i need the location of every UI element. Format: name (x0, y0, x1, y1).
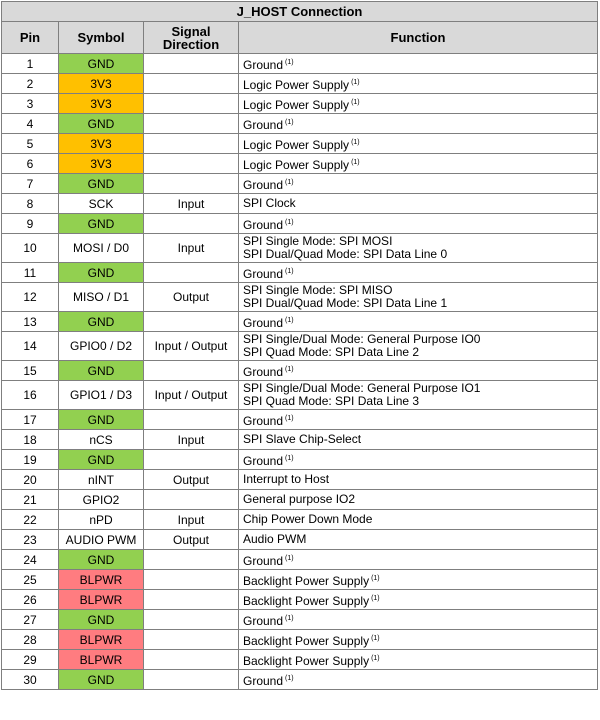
pin-number: 18 (2, 430, 59, 450)
function-line (243, 513, 597, 526)
footnote-marker: (1) (285, 554, 294, 562)
pin-number: 19 (2, 450, 59, 470)
header-direction-line2: Direction (162, 36, 220, 52)
function-text: Ground (243, 177, 284, 192)
footnote-marker: (1) (285, 614, 294, 622)
function-text: Logic Power Supply (243, 157, 350, 172)
footnote-marker: (1) (351, 138, 360, 146)
function-text: Logic Power Supply (243, 77, 350, 92)
signal-direction (144, 114, 239, 134)
pin-symbol: BLPWR (59, 590, 144, 610)
table-row (2, 214, 598, 234)
header-row (2, 22, 598, 54)
table-row (2, 630, 598, 650)
function-line (243, 346, 597, 359)
pin-number: 5 (2, 134, 59, 154)
pin-function (239, 194, 598, 214)
signal-direction: Output (144, 470, 239, 490)
function-text: Chip Power Down Mode (243, 512, 373, 526)
function-text: Ground (243, 364, 284, 379)
signal-direction (144, 410, 239, 430)
function-text: Ground (243, 217, 284, 232)
pin-number: 8 (2, 194, 59, 214)
function-line (243, 452, 597, 468)
pin-number: 2 (2, 74, 59, 94)
signal-direction (144, 154, 239, 174)
pin-number: 1 (2, 54, 59, 74)
pin-symbol: 3V3 (59, 134, 144, 154)
signal-direction: Input (144, 430, 239, 450)
signal-direction (144, 74, 239, 94)
function-line (243, 395, 597, 408)
function-line (243, 572, 597, 588)
signal-direction: Input (144, 234, 239, 263)
function-text: Backlight Power Supply (243, 573, 370, 588)
pin-number: 29 (2, 650, 59, 670)
pin-function (239, 670, 598, 690)
signal-direction (144, 263, 239, 283)
function-text: Logic Power Supply (243, 137, 350, 152)
pin-symbol: AUDIO PWM (59, 530, 144, 550)
pin-function (239, 154, 598, 174)
function-line (243, 96, 597, 112)
footnote-marker: (1) (285, 267, 294, 275)
pin-number: 20 (2, 470, 59, 490)
function-line (243, 652, 597, 668)
pin-number: 6 (2, 154, 59, 174)
header-function: Function (239, 22, 598, 54)
pin-number: 30 (2, 670, 59, 690)
pin-number: 22 (2, 510, 59, 530)
signal-direction: Input (144, 510, 239, 530)
pin-function (239, 381, 598, 410)
pin-symbol: nPD (59, 510, 144, 530)
pin-function (239, 610, 598, 630)
footnote-marker: (1) (285, 674, 294, 682)
table-row (2, 361, 598, 381)
function-line (243, 76, 597, 92)
function-text: SPI Single Mode: SPI MOSI (243, 234, 393, 248)
pin-number: 9 (2, 214, 59, 234)
table-row (2, 450, 598, 470)
footnote-marker: (1) (371, 654, 380, 662)
footnote-marker: (1) (371, 634, 380, 642)
signal-direction (144, 214, 239, 234)
function-text: SPI Slave Chip-Select (243, 432, 362, 446)
table-row (2, 510, 598, 530)
pin-function (239, 332, 598, 361)
table-row (2, 610, 598, 630)
pin-symbol: GPIO1 / D3 (59, 381, 144, 410)
pin-symbol: 3V3 (59, 94, 144, 114)
pin-function (239, 283, 598, 312)
footnote-marker: (1) (285, 316, 294, 324)
table-row (2, 490, 598, 510)
function-line (243, 672, 597, 688)
table-body (2, 54, 598, 690)
pin-number: 12 (2, 283, 59, 312)
function-line (243, 216, 597, 232)
signal-direction (144, 450, 239, 470)
table-row (2, 530, 598, 550)
function-text: Backlight Power Supply (243, 653, 370, 668)
pin-function (239, 361, 598, 381)
function-line (243, 116, 597, 132)
pin-function (239, 530, 598, 550)
pin-function (239, 74, 598, 94)
pin-number: 24 (2, 550, 59, 570)
table-row (2, 332, 598, 361)
function-text: Ground (243, 266, 284, 281)
pin-function (239, 234, 598, 263)
pin-function (239, 54, 598, 74)
function-line (243, 265, 597, 281)
signal-direction (144, 550, 239, 570)
header-direction-line1: Signal (171, 23, 211, 39)
function-text: Backlight Power Supply (243, 593, 370, 608)
signal-direction (144, 590, 239, 610)
function-line (243, 197, 597, 210)
pin-symbol: GND (59, 114, 144, 134)
pin-symbol: GPIO0 / D2 (59, 332, 144, 361)
pin-function (239, 94, 598, 114)
table-row (2, 234, 598, 263)
footnote-marker: (1) (285, 454, 294, 462)
pin-symbol: nCS (59, 430, 144, 450)
pin-number: 10 (2, 234, 59, 263)
table-row (2, 590, 598, 610)
pin-number: 11 (2, 263, 59, 283)
pin-symbol: GND (59, 410, 144, 430)
pin-symbol: GND (59, 670, 144, 690)
pin-number: 21 (2, 490, 59, 510)
pin-number: 4 (2, 114, 59, 134)
function-text: General purpose IO2 (243, 492, 356, 506)
pin-number: 26 (2, 590, 59, 610)
signal-direction (144, 650, 239, 670)
pin-function (239, 470, 598, 490)
function-text: Ground (243, 117, 284, 132)
function-text: Ground (243, 673, 284, 688)
signal-direction (144, 570, 239, 590)
function-text: SPI Single Mode: SPI MISO (243, 283, 393, 297)
function-line (243, 297, 597, 310)
footnote-marker: (1) (285, 218, 294, 226)
pin-number: 28 (2, 630, 59, 650)
signal-direction (144, 94, 239, 114)
table-row (2, 312, 598, 332)
table-row (2, 410, 598, 430)
pin-function (239, 590, 598, 610)
table-row (2, 263, 598, 283)
table-row (2, 550, 598, 570)
pin-symbol: GND (59, 312, 144, 332)
pin-function (239, 410, 598, 430)
function-text: SPI Clock (243, 196, 296, 210)
table-row (2, 174, 598, 194)
pin-symbol: GND (59, 174, 144, 194)
pin-symbol: GND (59, 550, 144, 570)
table-row (2, 134, 598, 154)
function-line (243, 632, 597, 648)
footnote-marker: (1) (285, 414, 294, 422)
function-line (243, 412, 597, 428)
pin-symbol: MOSI / D0 (59, 234, 144, 263)
footnote-marker: (1) (371, 594, 380, 602)
footnote-marker: (1) (285, 58, 294, 66)
table-row (2, 381, 598, 410)
function-line (243, 552, 597, 568)
pin-symbol: GND (59, 450, 144, 470)
table-row (2, 650, 598, 670)
header-symbol: Symbol (59, 22, 144, 54)
function-text: SPI Quad Mode: SPI Data Line 3 (243, 394, 420, 408)
pin-function (239, 570, 598, 590)
footnote-marker: (1) (285, 178, 294, 186)
function-text: Ground (243, 315, 284, 330)
pin-symbol: GND (59, 214, 144, 234)
function-text: Interrupt to Host (243, 472, 330, 486)
function-text: SPI Dual/Quad Mode: SPI Data Line 0 (243, 247, 448, 261)
pin-function (239, 114, 598, 134)
footnote-marker: (1) (351, 78, 360, 86)
function-text: SPI Single/Dual Mode: General Purpose IO0 (243, 332, 481, 346)
function-text: SPI Quad Mode: SPI Data Line 2 (243, 345, 420, 359)
footnote-marker: (1) (285, 118, 294, 126)
table-row (2, 74, 598, 94)
table-row (2, 670, 598, 690)
pin-function (239, 550, 598, 570)
pin-symbol: SCK (59, 194, 144, 214)
pin-function (239, 134, 598, 154)
pin-number: 13 (2, 312, 59, 332)
function-line (243, 592, 597, 608)
pin-symbol: BLPWR (59, 650, 144, 670)
pin-symbol: MISO / D1 (59, 283, 144, 312)
header-pin: Pin (2, 22, 59, 54)
signal-direction (144, 610, 239, 630)
function-text: Ground (243, 453, 284, 468)
signal-direction (144, 490, 239, 510)
pin-number: 27 (2, 610, 59, 630)
function-text: Ground (243, 57, 284, 72)
pin-symbol: nINT (59, 470, 144, 490)
function-line (243, 473, 597, 486)
function-line (243, 176, 597, 192)
signal-direction (144, 312, 239, 332)
pin-function (239, 490, 598, 510)
signal-direction: Output (144, 283, 239, 312)
pin-symbol: GND (59, 263, 144, 283)
function-text: Ground (243, 553, 284, 568)
pin-function (239, 630, 598, 650)
pin-number: 23 (2, 530, 59, 550)
pin-symbol: GPIO2 (59, 490, 144, 510)
footnote-marker: (1) (371, 574, 380, 582)
pin-function (239, 174, 598, 194)
footnote-marker: (1) (351, 158, 360, 166)
pin-function (239, 450, 598, 470)
pinout-table (1, 1, 598, 690)
signal-direction: Output (144, 530, 239, 550)
header-signal-direction (144, 22, 239, 54)
pin-symbol: BLPWR (59, 630, 144, 650)
table-row (2, 94, 598, 114)
function-line (243, 493, 597, 506)
function-line (243, 136, 597, 152)
pin-number: 7 (2, 174, 59, 194)
pin-symbol: 3V3 (59, 154, 144, 174)
footnote-marker: (1) (285, 365, 294, 373)
pin-function (239, 510, 598, 530)
pin-number: 14 (2, 332, 59, 361)
signal-direction (144, 670, 239, 690)
signal-direction (144, 174, 239, 194)
pin-function (239, 263, 598, 283)
pin-symbol: BLPWR (59, 570, 144, 590)
table-row (2, 114, 598, 134)
pin-number: 16 (2, 381, 59, 410)
pin-number: 25 (2, 570, 59, 590)
function-line (243, 314, 597, 330)
footnote-marker: (1) (351, 98, 360, 106)
function-line (243, 156, 597, 172)
pin-symbol: GND (59, 610, 144, 630)
signal-direction (144, 361, 239, 381)
function-text: Logic Power Supply (243, 97, 350, 112)
pin-number: 15 (2, 361, 59, 381)
function-line (243, 612, 597, 628)
table-row (2, 470, 598, 490)
table-row (2, 283, 598, 312)
function-line (243, 363, 597, 379)
table-title: J_HOST Connection (2, 2, 598, 22)
signal-direction (144, 630, 239, 650)
function-text: Backlight Power Supply (243, 633, 370, 648)
signal-direction: Input / Output (144, 381, 239, 410)
pin-number: 3 (2, 94, 59, 114)
pin-function (239, 430, 598, 450)
signal-direction: Input / Output (144, 332, 239, 361)
signal-direction: Input (144, 194, 239, 214)
table-row (2, 54, 598, 74)
pin-symbol: GND (59, 361, 144, 381)
signal-direction (144, 134, 239, 154)
function-text: SPI Dual/Quad Mode: SPI Data Line 1 (243, 296, 448, 310)
pin-number: 17 (2, 410, 59, 430)
pin-function (239, 650, 598, 670)
pin-symbol: GND (59, 54, 144, 74)
table-row (2, 430, 598, 450)
table-row (2, 194, 598, 214)
function-line (243, 533, 597, 546)
pin-function (239, 214, 598, 234)
signal-direction (144, 54, 239, 74)
function-line (243, 248, 597, 261)
function-text: Ground (243, 413, 284, 428)
pin-symbol: 3V3 (59, 74, 144, 94)
table-row (2, 154, 598, 174)
table-row (2, 570, 598, 590)
function-line (243, 433, 597, 446)
pin-function (239, 312, 598, 332)
function-text: SPI Single/Dual Mode: General Purpose IO1 (243, 381, 481, 395)
function-text: Ground (243, 613, 284, 628)
function-text: Audio PWM (243, 532, 307, 546)
function-line (243, 56, 597, 72)
